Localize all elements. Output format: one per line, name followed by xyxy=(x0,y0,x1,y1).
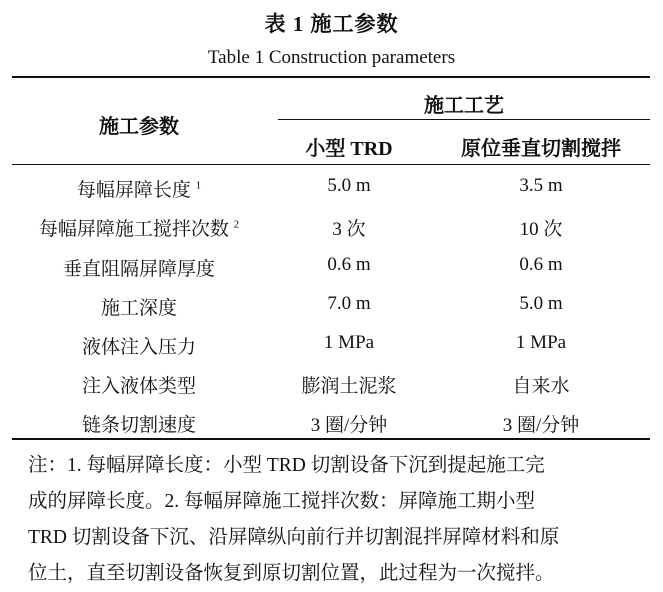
row-param: 每幅屏障长度 xyxy=(76,180,191,201)
note-line: 注：1. 每幅屏障长度：小型 TRD 切割设备下沉到提起施工完 xyxy=(28,455,545,476)
note-line: 成的屏障长度。2. 每幅屏障施工搅拌次数：屏障施工期小型 xyxy=(28,491,536,512)
header-small-trd: 小型 TRD xyxy=(305,138,393,160)
footnote-mark: 1 xyxy=(195,179,202,192)
row-value-small-trd: 7.0 m xyxy=(327,293,371,314)
header-bottom-rule xyxy=(12,164,650,165)
row-value-insitu: 10 次 xyxy=(519,219,563,240)
row-param: 链条切割速度 xyxy=(81,415,196,436)
row-value-insitu: 3.5 m xyxy=(519,175,563,196)
row-value-small-trd: 3 圈/分钟 xyxy=(310,415,388,436)
row-value-insitu: 0.6 m xyxy=(519,254,563,275)
footnote-mark: 2 xyxy=(233,218,240,231)
header-process-group: 施工工艺 xyxy=(424,95,504,117)
table-title-chinese: 表 1 施工参数 xyxy=(264,12,399,36)
row-value-insitu: 自来水 xyxy=(512,376,570,397)
row-value-insitu: 3 圈/分钟 xyxy=(502,415,580,436)
row-value-small-trd: 1 MPa xyxy=(323,332,375,353)
header-group-rule xyxy=(278,119,650,120)
note-line: TRD 切割设备下沉、沿屏障纵向前行并切割混拌屏障材料和原 xyxy=(28,527,560,548)
row-param: 施工深度 xyxy=(100,298,177,319)
row-param: 垂直阻隔屏障厚度 xyxy=(62,259,215,280)
header-param-column: 施工参数 xyxy=(99,116,179,138)
row-value-small-trd: 膨润土泥浆 xyxy=(301,376,397,397)
row-param: 液体注入压力 xyxy=(81,337,196,358)
row-value-insitu: 5.0 m xyxy=(519,293,563,314)
note-line: 位土，直至切割设备恢复到原切割位置，此过程为一次搅拌。 xyxy=(28,563,555,584)
row-value-small-trd: 0.6 m xyxy=(327,254,371,275)
top-rule xyxy=(12,76,650,78)
row-value-small-trd: 3 次 xyxy=(332,219,366,240)
row-value-small-trd: 5.0 m xyxy=(327,175,371,196)
bottom-rule xyxy=(12,438,650,440)
table-note xyxy=(28,448,640,592)
row-param: 每幅屏障施工搅拌次数 xyxy=(38,219,229,240)
row-param: 注入液体类型 xyxy=(81,376,196,397)
header-insitu-cutting: 原位垂直切割搅拌 xyxy=(461,138,621,160)
table-title-english: Table 1 Construction parameters xyxy=(207,47,456,68)
row-value-insitu: 1 MPa xyxy=(515,332,567,353)
